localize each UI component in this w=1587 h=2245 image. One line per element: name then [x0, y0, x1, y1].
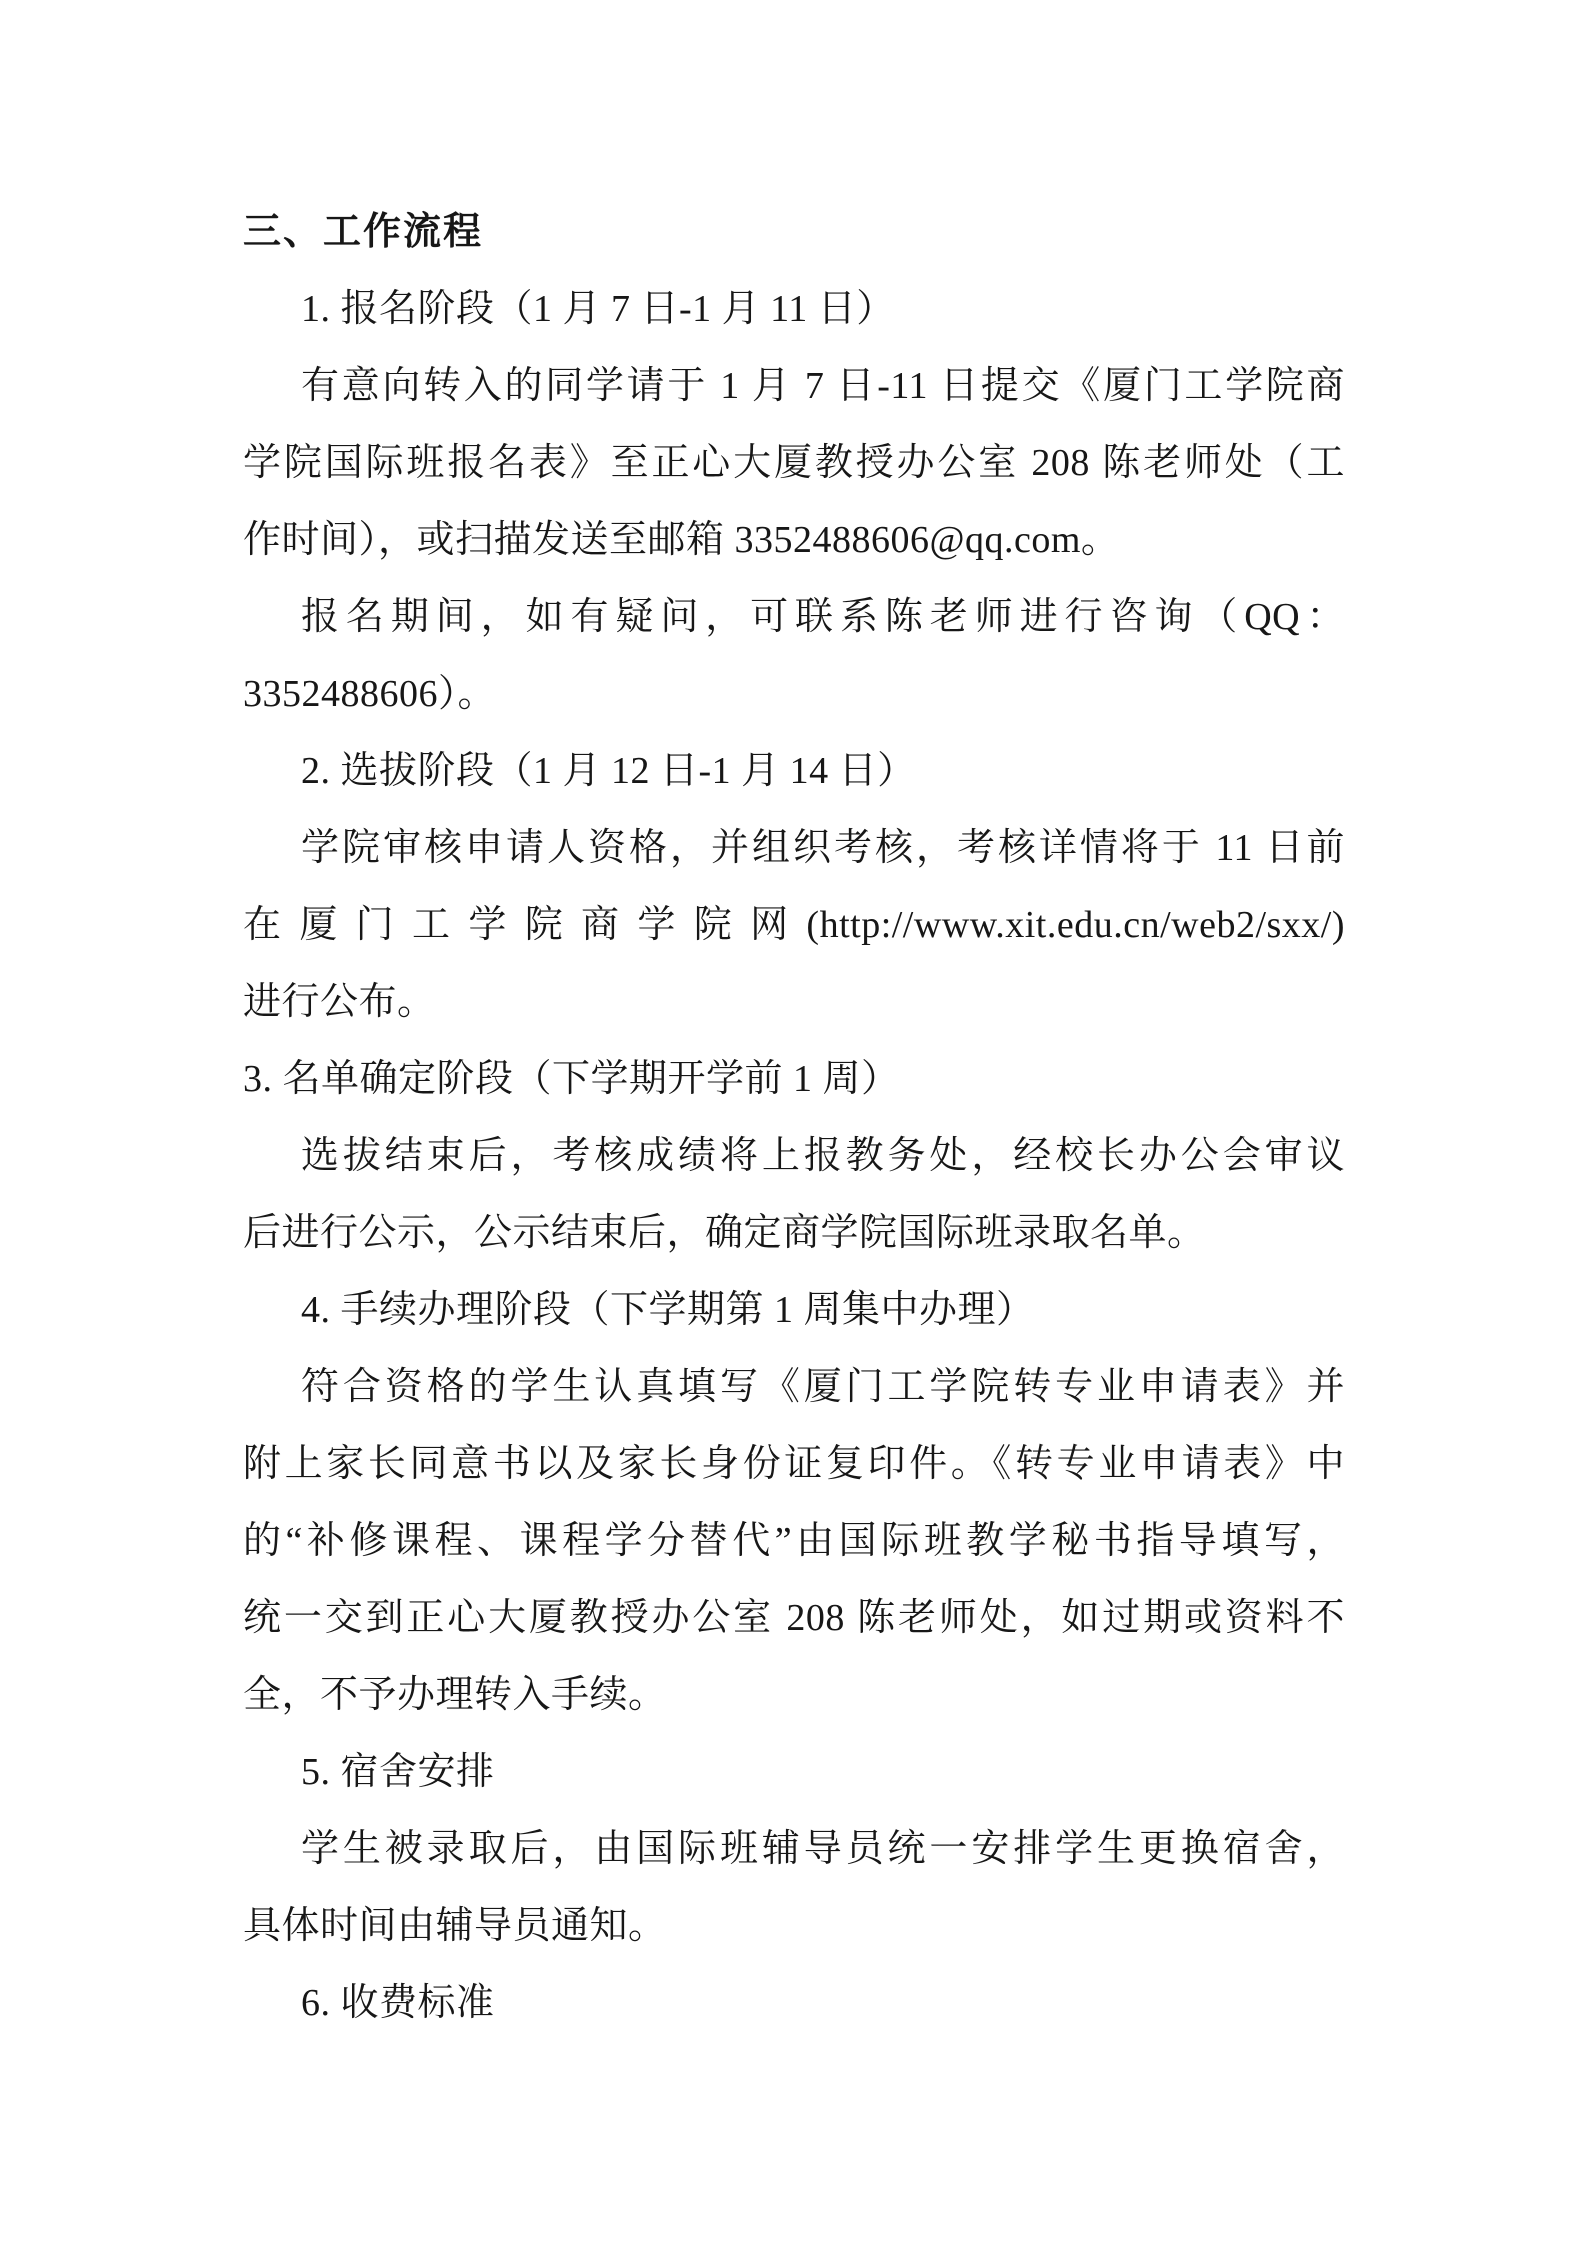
paragraph-line: 学院审核申请人资格，并组织考核，考核详情将于 11 日前	[301, 827, 1345, 869]
paragraph-line: 进行公布。	[243, 981, 436, 1023]
line-item-6: 6. 收费标准	[301, 1982, 495, 2024]
paragraph-line: 后进行公示，公示结束后，确定商学院国际班录取名单。	[243, 1212, 1206, 1254]
paragraph-line: 选拔结束后，考核成绩将上报教务处，经校长办公会审议	[301, 1135, 1345, 1177]
paragraph-line: 报名期间，如有疑问，可联系陈老师进行咨询（QQ：	[301, 596, 1345, 638]
line-item-1: 1. 报名阶段（1 月 7 日-1 月 11 日）	[301, 288, 895, 330]
line-item-5: 5. 宿舍安排	[301, 1751, 495, 1793]
section-heading: 三、工作流程	[243, 211, 484, 253]
line-item-4: 4. 手续办理阶段（下学期第 1 周集中办理）	[301, 1289, 1035, 1331]
paragraph-line: 学生被录取后，由国际班辅导员统一安排学生更换宿舍，	[301, 1828, 1345, 1870]
paragraph-line: 具体时间由辅导员通知。	[243, 1905, 667, 1947]
line-item-2: 2. 选拔阶段（1 月 12 日-1 月 14 日）	[301, 750, 916, 792]
paragraph-line: 3352488606）。	[243, 673, 497, 715]
paragraph-line: 有意向转入的同学请于 1 月 7 日-11 日提交《厦门工学院商	[301, 365, 1345, 407]
paragraph-line: 统一交到正心大厦教授办公室 208 陈老师处，如过期或资料不	[243, 1597, 1345, 1639]
paragraph-line: 全，不予办理转入手续。	[243, 1674, 667, 1716]
paragraph-line: 作时间），或扫描发送至邮箱 3352488606@qq.com。	[243, 519, 1120, 561]
paragraph-line: 在厦门工学院商学院网(http://www.xit.edu.cn/web2/sxx/)	[243, 904, 1345, 946]
paragraph-line: 的“补修课程、课程学分替代”由国际班教学秘书指导填写，	[243, 1520, 1345, 1562]
paragraph-line: 符合资格的学生认真填写《厦门工学院转专业申请表》并	[301, 1366, 1345, 1408]
line-item-3: 3. 名单确定阶段（下学期开学前 1 周）	[243, 1058, 900, 1100]
paragraph-line: 附上家长同意书以及家长身份证复印件。《转专业申请表》中	[243, 1443, 1345, 1485]
paragraph-line: 学院国际班报名表》至正心大厦教授办公室 208 陈老师处（工	[243, 442, 1345, 484]
